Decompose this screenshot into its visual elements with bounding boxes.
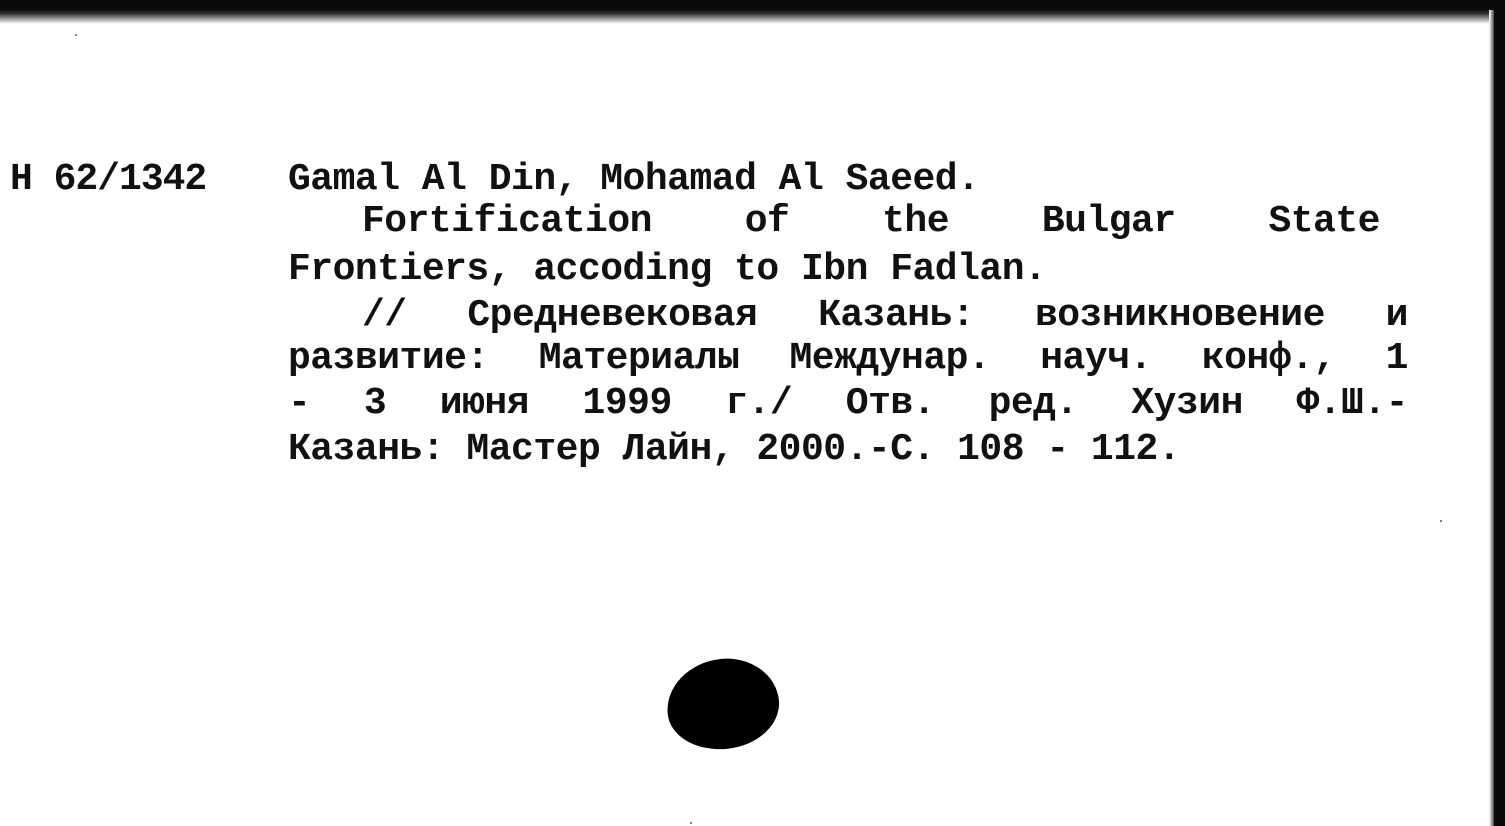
scan-right-border (1494, 10, 1505, 826)
source-word: и (1385, 294, 1408, 337)
source-line-4: Казань: Мастер Лайн, 2000.-С. 108 - 112. (288, 428, 1181, 471)
source-word: ред. (988, 382, 1078, 425)
source-word: г./ (725, 382, 793, 425)
source-word: Ф.Ш.- (1296, 382, 1408, 425)
source-line-2 (288, 337, 1408, 381)
title-word: State (1268, 200, 1380, 243)
title-word: Fortification (362, 200, 652, 243)
source-word: Хузин (1131, 382, 1243, 425)
shelfmark: Н 62/1342 (10, 158, 207, 201)
source-word: Материалы (538, 337, 740, 380)
dust-speck (1440, 520, 1442, 522)
scan-top-border (0, 0, 1505, 10)
scan-top-fringe (0, 10, 1505, 24)
dust-speck (75, 34, 77, 36)
source-word: Отв. (845, 382, 936, 425)
title-line-1 (362, 200, 1380, 244)
source-line-3 (288, 382, 1408, 426)
title-word: the (882, 200, 950, 243)
title-word: Bulgar (1041, 200, 1176, 243)
title-line-2: Frontiers, accoding to Ibn Fadlan. (288, 248, 1047, 291)
source-word: Средневековая (467, 294, 758, 337)
scan-right-fringe (1489, 10, 1494, 826)
source-word: Междунар. (789, 337, 991, 380)
punch-hole (663, 653, 784, 754)
source-word: - (288, 382, 311, 425)
source-word: конф., (1201, 337, 1336, 380)
source-word: 1999 (582, 382, 672, 425)
dust-speck (690, 822, 692, 824)
source-line-1 (362, 294, 1408, 338)
source-word: 3 (363, 382, 387, 425)
source-word: // (362, 294, 407, 337)
source-word: науч. (1040, 337, 1152, 380)
source-word: июня (439, 382, 529, 425)
source-word: возникновение (1034, 294, 1325, 337)
author-line: Gamal Al Din, Mohamad Al Saeed. (288, 158, 980, 201)
source-word: развитие: (288, 337, 489, 380)
title-word: of (744, 200, 790, 243)
source-word: 1 (1385, 337, 1408, 380)
source-word: Казань: (818, 294, 975, 337)
